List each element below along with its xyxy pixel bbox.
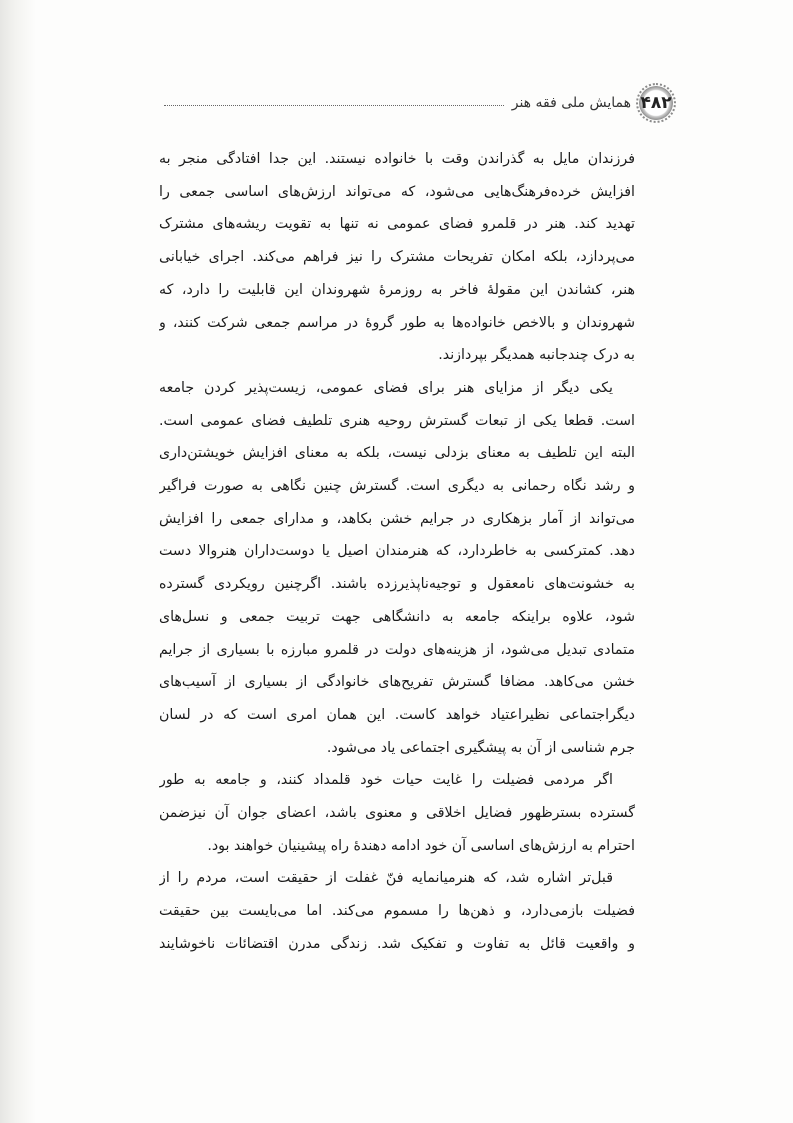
text-line: گسترده بسترظهور فضایل اخلاقی و معنوی باشد، اعضای جوان آن نیزضمن (159, 805, 635, 822)
text-line: یکی دیگر از مزایای هنر برای فضای عمومی، زیست‌پذیر کردن جامعه (159, 379, 613, 396)
paragraph (159, 764, 635, 862)
text-line: دهد. کمترکسی به خاطردارد، که هنرمندان اصیل یا دوست‌داران هنروالا دست (159, 543, 635, 560)
header-rule (164, 105, 504, 106)
text-line: است. قطعا یکی از تبعات گسترش روحیه هنری تلطیف فضای عمومی است. (159, 412, 635, 429)
text-line: قبل‌تر اشاره شد، که هنرمیانمایه فنّ غفلت از حقیقت است، مردم را از (159, 870, 613, 887)
text-line: تهدید کند. هنر در قلمرو فضای عمومی نه تنها به تقویت ریشه‌های مشترک (159, 216, 635, 233)
text-line: و رشد نگاه رحمانی به دیگری است. گسترش چنین نگاهی به صورت فراگیر (159, 478, 635, 495)
text-line: می‌تواند از آمار بزهکاری در جرایم خشن بکاهد، و مدارای جمعی را افزایش (159, 510, 635, 527)
text-line: به درک چندجانبه همدیگر بپردازند. (438, 347, 635, 364)
text-line: اگر مردمی فضیلت را غایت حیات خود قلمداد کنند، و جامعه به طور (159, 772, 613, 789)
text-line: و واقعیت قائل به تفاوت و تفکیک شد. زندگی مدرن اقتضائات ناخوشایند (159, 935, 635, 952)
text-line: هنر، کشاندن این مقولهٔ فاخر به روزمرهٔ شهروندان این قابلیت را دارد، که (159, 281, 635, 298)
running-header (164, 86, 673, 120)
text-line: می‌پردازد، بلکه امکان تفریحات مشترک را نیز فراهم می‌کند. اجرای خیابانی (159, 249, 635, 266)
paragraph (159, 372, 635, 764)
paragraph (159, 862, 635, 960)
text-line: البته این تلطیف به معنای بزدلی نیست، بلکه به معنای افزایش خویشتن‌داری (159, 445, 635, 462)
text-line: دیگراجتماعی نظیراعتیاد خواهد کاست. این همان امری است که در لسان (159, 706, 635, 723)
text-line: افزایش خرده‌فرهنگ‌هایی می‌شود، که می‌تواند ارزش‌های اساسی جمعی را (159, 183, 635, 200)
text-line: متمادی تبدیل می‌شود، از هزینه‌های دولت در قلمرو مبارزه با بسیاری از جرایم (159, 641, 635, 658)
header-title: همایش ملی فقه هنر (511, 95, 631, 111)
text-line: به خشونت‌های نامعقول و توجیه‌ناپذیرزده باشند. اگرچنین رویکردی گسترده (159, 576, 635, 593)
text-line: شهروندان و بالاخص خانواده‌ها به طور گروهٔ در مراسم جمعی شرکت کنند، و (159, 314, 635, 331)
page-number-badge (639, 86, 673, 120)
page-edge-shadow (0, 0, 36, 1123)
text-line: فضیلت بازمی‌دارد، و ذهن‌ها را مسموم می‌کند. اما می‌بایست بین حقیقت (159, 903, 635, 920)
text-line: شود، علاوه براینکه جامعه به دانشگاهی جهت تربیت جمعی و نسل‌های (159, 608, 635, 625)
paragraph (159, 143, 635, 372)
text-line: احترام به ارزش‌های اساسی آن خود ادامه دهندهٔ راه پیشینیان خواهند بود. (207, 837, 635, 854)
text-line: خشن می‌کاهد. مضافا گسترش تفریح‌های خانوادگی از بسیاری از آسیب‌های (159, 674, 635, 691)
body-text (159, 143, 635, 961)
text-line: جرم شناسی از آن به پیشگیری اجتماعی یاد می‌شود. (326, 739, 635, 756)
text-line: فرزندان مایل به گذراندن وقت با خانواده نیستند. این جدا افتادگی منجر به (159, 151, 635, 167)
page-number: ۴۸۲ (640, 92, 672, 113)
